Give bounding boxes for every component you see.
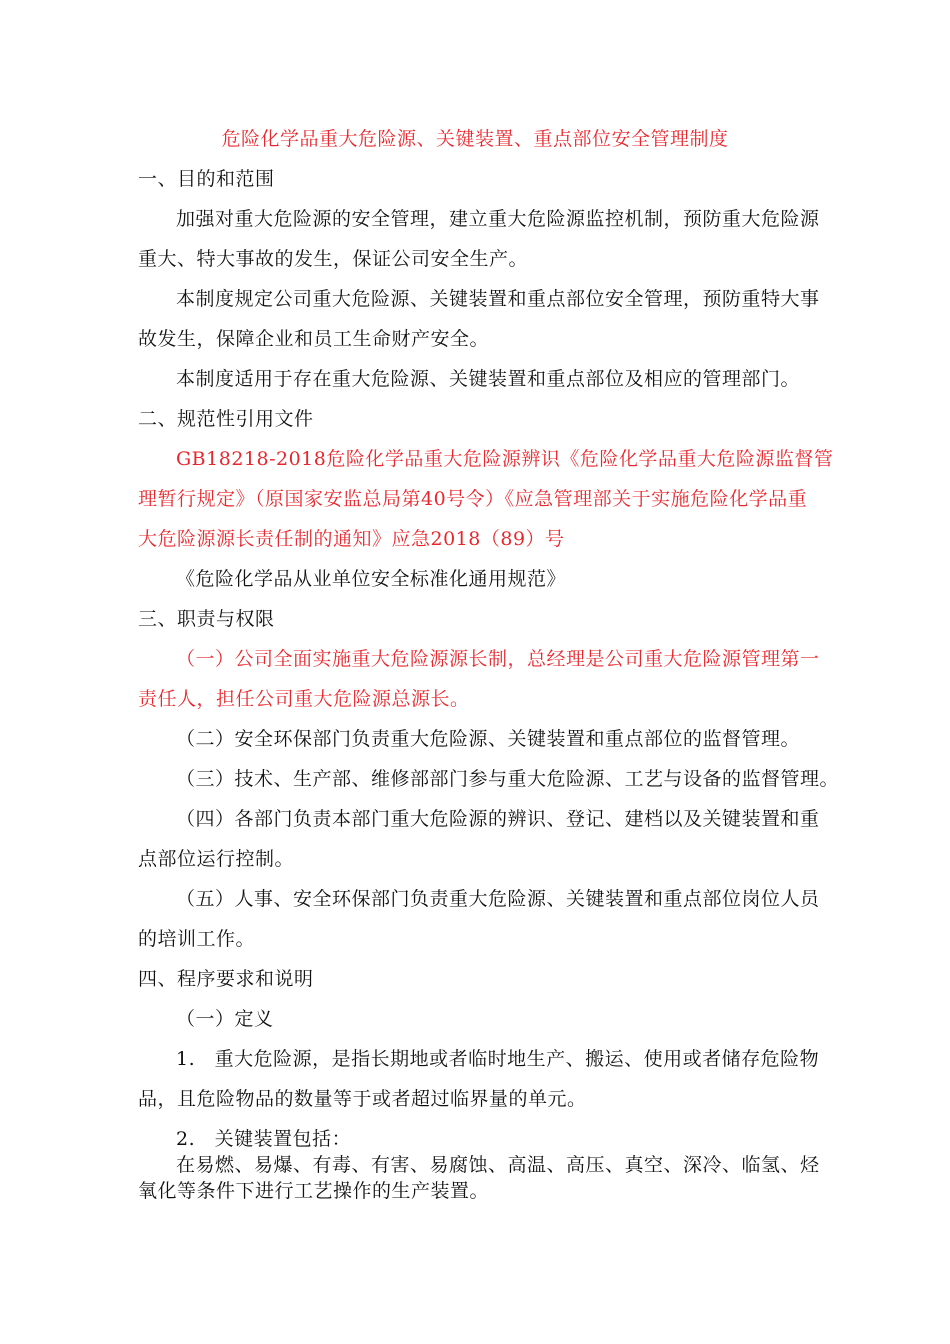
paragraph-line: （三）技术、生产部、维修部部门参与重大危险源、工艺与设备的监督管理。 [176,768,840,790]
reference-line: GB18218-2018危险化学品重大危险源辨识《危险化学品重大危险源监督管 [176,448,834,470]
paragraph-line: （五）人事、安全环保部门负责重大危险源、关键装置和重点部位岗位人员 [176,888,820,910]
paragraph-line: 本制度适用于存在重大危险源、关键装置和重点部位及相应的管理部门。 [176,368,801,390]
paragraph-line: 的培训工作。 [138,928,256,950]
paragraph-line: 品，且危险物品的数量等于或者超过临界量的单元。 [138,1088,587,1110]
paragraph-line: 1. 重大危险源，是指长期地或者临时地生产、搬运、使用或者储存危险物 [176,1048,820,1070]
reference-line: 大危险源源长责任制的通知》应急2018（89）号 [138,528,565,550]
paragraph-line: 点部位运行控制。 [138,848,295,870]
paragraph-line: 故发生，保障企业和员工生命财产安全。 [138,328,490,350]
paragraph-line: （四）各部门负责本部门重大危险源的辨识、登记、建档以及关键装置和重 [176,808,820,830]
section-heading: 四、程序要求和说明 [138,968,314,990]
section-heading: 三、职责与权限 [138,608,275,630]
section-heading: 一、目的和范围 [138,168,275,190]
document-title: 危险化学品重大危险源、关键装置、重点部位安全管理制度 [221,128,729,150]
paragraph-line: 责任人，担任公司重大危险源总源长。 [138,688,470,710]
paragraph-line: 重大、特大事故的发生，保证公司安全生产。 [138,248,529,270]
section-heading: 二、规范性引用文件 [138,408,314,430]
paragraph-line: （二）安全环保部门负责重大危险源、关键装置和重点部位的监督管理。 [176,728,801,750]
paragraph-line: 氧化等条件下进行工艺操作的生产装置。 [138,1180,490,1202]
paragraph-line: 本制度规定公司重大危险源、关键装置和重点部位安全管理，预防重特大事 [176,288,820,310]
paragraph-line: 在易燃、易爆、有毒、有害、易腐蚀、高温、高压、真空、深冷、临氢、烃 [176,1154,820,1176]
subsection-heading: （一）定义 [176,1008,274,1030]
reference-line: 理暂行规定》（原国家安监总局第40号令）《应急管理部关于实施危险化学品重 [138,488,808,510]
reference-line: 《危险化学品从业单位安全标准化通用规范》 [176,568,567,590]
paragraph-line: 2. 关键装置包括： [176,1128,352,1150]
paragraph-line: （一）公司全面实施重大危险源源长制，总经理是公司重大危险源管理第一 [176,648,820,670]
paragraph-line: 加强对重大危险源的安全管理，建立重大危险源监控机制，预防重大危险源 [176,208,820,230]
